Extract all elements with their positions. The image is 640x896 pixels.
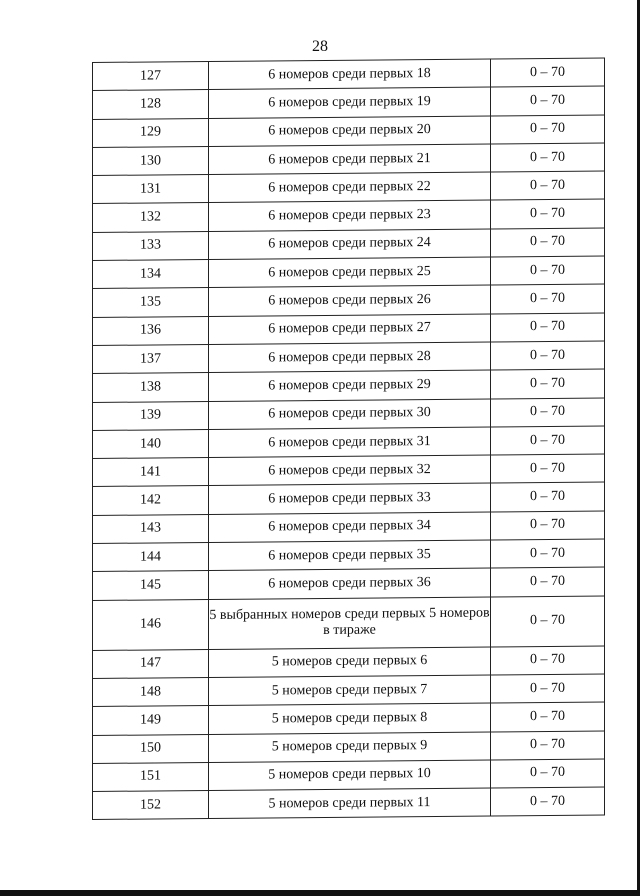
row-range-cell: 0 – 70 bbox=[491, 539, 605, 568]
row-number-cell: 145 bbox=[93, 571, 209, 600]
row-description-cell: 6 номеров среди первых 27 bbox=[209, 314, 491, 345]
row-description-cell: 5 номеров среди первых 6 bbox=[209, 647, 491, 678]
row-description-cell: 6 номеров среди первых 18 bbox=[209, 59, 491, 90]
table-row bbox=[93, 284, 605, 317]
row-number-cell: 137 bbox=[93, 344, 209, 373]
row-number-cell: 128 bbox=[93, 90, 209, 119]
row-description-cell: 6 номеров среди первых 34 bbox=[209, 512, 491, 543]
row-description-cell: 6 номеров среди первых 20 bbox=[209, 116, 491, 147]
row-range-cell: 0 – 70 bbox=[491, 58, 605, 87]
row-range-cell: 0 – 70 bbox=[491, 759, 605, 788]
table-row bbox=[93, 313, 605, 346]
row-number-cell: 129 bbox=[93, 118, 209, 147]
table-row bbox=[93, 759, 605, 792]
table-row bbox=[93, 674, 605, 707]
row-number-cell: 139 bbox=[93, 401, 209, 430]
row-number-cell: 136 bbox=[93, 316, 209, 345]
row-number-cell: 134 bbox=[93, 260, 209, 289]
row-number-cell: 152 bbox=[93, 791, 209, 820]
table-row bbox=[93, 596, 605, 650]
row-number-cell: 133 bbox=[93, 231, 209, 260]
row-description-cell: 6 номеров среди первых 24 bbox=[209, 229, 491, 260]
row-description-cell: 6 номеров среди первых 29 bbox=[209, 370, 491, 401]
row-range-cell: 0 – 70 bbox=[491, 284, 605, 313]
table-row bbox=[93, 115, 605, 148]
table-row bbox=[93, 58, 605, 91]
row-range-cell: 0 – 70 bbox=[491, 426, 605, 455]
row-description-cell: 6 номеров среди первых 19 bbox=[209, 87, 491, 118]
row-description-cell: 6 номеров среди первых 35 bbox=[209, 540, 491, 571]
row-description-cell: 5 номеров среди первых 11 bbox=[209, 788, 491, 819]
row-number-cell: 147 bbox=[93, 649, 209, 678]
row-description-cell: 6 номеров среди первых 25 bbox=[209, 257, 491, 288]
row-description-cell: 6 номеров среди первых 36 bbox=[209, 568, 491, 599]
row-number-cell: 131 bbox=[93, 175, 209, 204]
row-number-cell: 149 bbox=[93, 706, 209, 735]
row-number-cell: 146 bbox=[93, 599, 209, 650]
row-range-cell: 0 – 70 bbox=[491, 86, 605, 115]
table-row bbox=[93, 731, 605, 764]
table-row bbox=[93, 787, 605, 820]
row-number-cell: 130 bbox=[93, 146, 209, 175]
row-description-cell: 6 номеров среди первых 31 bbox=[209, 427, 491, 458]
table-row bbox=[93, 341, 605, 374]
row-description-cell: 6 номеров среди первых 23 bbox=[209, 201, 491, 232]
row-description-cell: 6 номеров среди первых 28 bbox=[209, 342, 491, 373]
row-description-cell: 6 номеров среди первых 33 bbox=[209, 483, 491, 514]
row-range-cell: 0 – 70 bbox=[491, 454, 605, 483]
row-number-cell: 148 bbox=[93, 677, 209, 706]
row-description-cell: 5 номеров среди первых 9 bbox=[209, 732, 491, 763]
table-row bbox=[93, 567, 605, 600]
row-number-cell: 141 bbox=[93, 458, 209, 487]
table-row bbox=[93, 143, 605, 176]
row-number-cell: 127 bbox=[93, 61, 209, 90]
row-range-cell: 0 – 70 bbox=[491, 674, 605, 703]
row-number-cell: 140 bbox=[93, 429, 209, 458]
row-description-cell: 6 номеров среди первых 22 bbox=[209, 172, 491, 203]
table-row bbox=[93, 86, 605, 119]
row-range-cell: 0 – 70 bbox=[491, 398, 605, 427]
table-row bbox=[93, 256, 605, 289]
row-number-cell: 135 bbox=[93, 288, 209, 317]
row-range-cell: 0 – 70 bbox=[491, 228, 605, 257]
row-description-cell: 5 выбранных номеров среди первых 5 номеров в тираже bbox=[209, 597, 491, 649]
page-number: 28 bbox=[312, 38, 328, 55]
row-description-cell: 6 номеров среди первых 26 bbox=[209, 285, 491, 316]
row-range-cell: 0 – 70 bbox=[491, 702, 605, 731]
row-number-cell: 138 bbox=[93, 373, 209, 402]
row-range-cell: 0 – 70 bbox=[491, 200, 605, 229]
row-number-cell: 142 bbox=[93, 486, 209, 515]
row-range-cell: 0 – 70 bbox=[491, 115, 605, 144]
table-row bbox=[93, 200, 605, 233]
table-row bbox=[93, 369, 605, 402]
row-number-cell: 150 bbox=[93, 734, 209, 763]
table-row bbox=[93, 171, 605, 204]
table-row bbox=[93, 482, 605, 515]
table-body bbox=[93, 58, 605, 820]
prize-table bbox=[92, 58, 605, 821]
row-description-cell: 5 номеров среди первых 7 bbox=[209, 675, 491, 706]
table-row bbox=[93, 646, 605, 679]
row-description-cell: 5 номеров среди первых 8 bbox=[209, 703, 491, 734]
table-row bbox=[93, 398, 605, 431]
row-range-cell: 0 – 70 bbox=[491, 369, 605, 398]
row-description-cell: 5 номеров среди первых 10 bbox=[209, 760, 491, 791]
row-range-cell: 0 – 70 bbox=[491, 567, 605, 596]
table-row bbox=[93, 539, 605, 572]
table-row bbox=[93, 511, 605, 544]
row-range-cell: 0 – 70 bbox=[491, 313, 605, 342]
table-row bbox=[93, 426, 605, 459]
row-range-cell: 0 – 70 bbox=[491, 596, 605, 647]
row-range-cell: 0 – 70 bbox=[491, 646, 605, 675]
table-row bbox=[93, 228, 605, 261]
row-number-cell: 132 bbox=[93, 203, 209, 232]
row-range-cell: 0 – 70 bbox=[491, 731, 605, 760]
table-row bbox=[93, 454, 605, 487]
scan-edge-bottom bbox=[0, 890, 640, 896]
row-range-cell: 0 – 70 bbox=[491, 482, 605, 511]
row-range-cell: 0 – 70 bbox=[491, 341, 605, 370]
table-row bbox=[93, 702, 605, 735]
row-number-cell: 143 bbox=[93, 514, 209, 543]
row-range-cell: 0 – 70 bbox=[491, 171, 605, 200]
row-range-cell: 0 – 70 bbox=[491, 143, 605, 172]
row-description-cell: 6 номеров среди первых 32 bbox=[209, 455, 491, 486]
row-range-cell: 0 – 70 bbox=[491, 787, 605, 816]
row-range-cell: 0 – 70 bbox=[491, 511, 605, 540]
row-number-cell: 151 bbox=[93, 762, 209, 791]
row-description-cell: 6 номеров среди первых 21 bbox=[209, 144, 491, 175]
row-number-cell: 144 bbox=[93, 543, 209, 572]
row-description-cell: 6 номеров среди первых 30 bbox=[209, 399, 491, 430]
row-range-cell: 0 – 70 bbox=[491, 256, 605, 285]
